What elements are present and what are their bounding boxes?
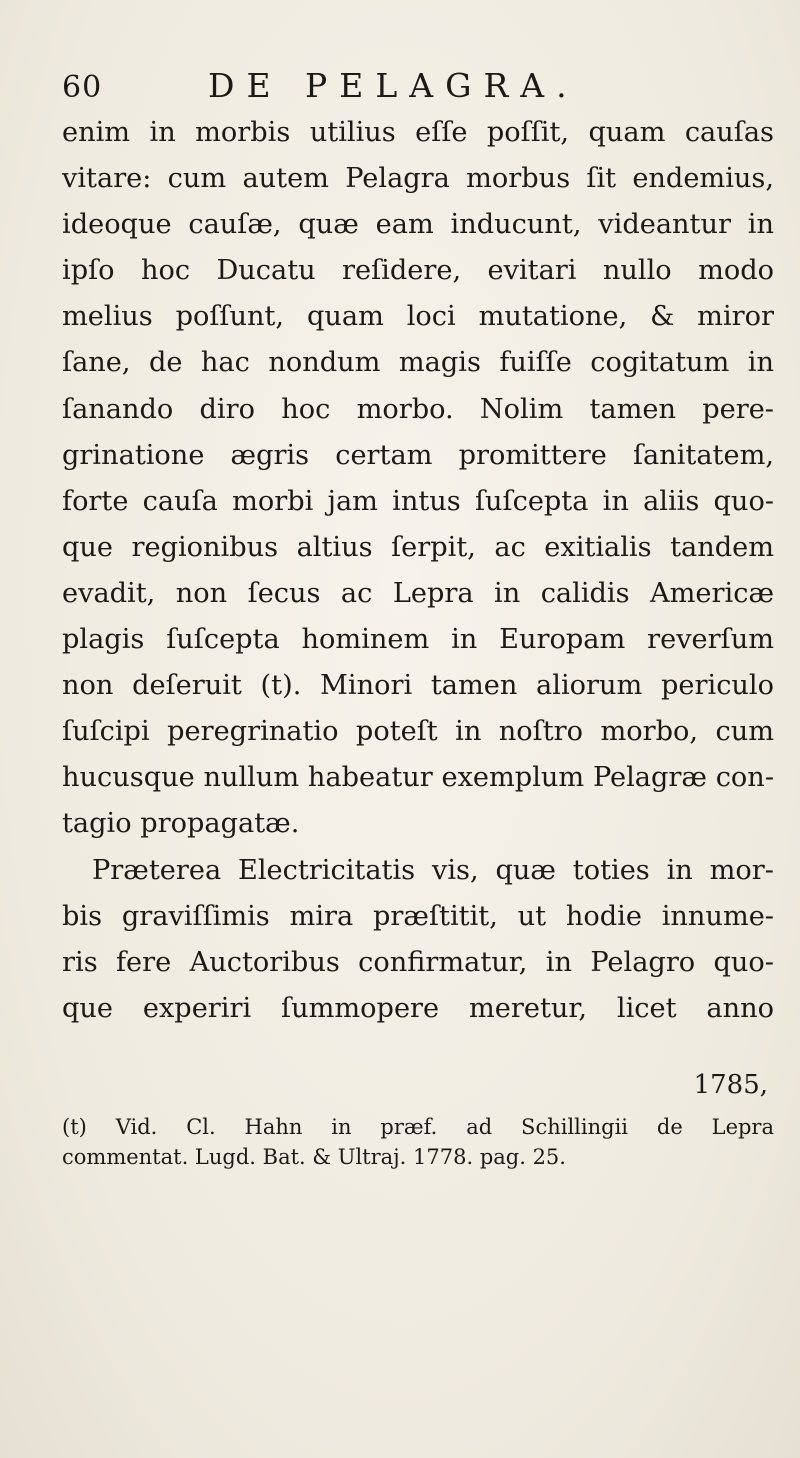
main-text [62, 110, 774, 1032]
footnote-line: (t) Vid. Cl. Hahn in præf. ad Schillingii de Lepra [62, 1115, 774, 1139]
text-line: plagis ſuſcepta hominem in Europam reverſum [62, 624, 774, 656]
text-line: ſuſcipi peregrinatio poteſt in noſtro morbo, cum [62, 716, 774, 748]
page-number: 60 [62, 70, 103, 105]
text-line: que regionibus altius ſerpit, ac exitialis tandem [62, 531, 774, 563]
text-line: ris fere Auctoribus confirmatur, in Pelagro quo- [62, 946, 774, 978]
text-line: ſanando diro hoc morbo. Nolim tamen pere- [62, 393, 774, 425]
text-line: ſane, de hac nondum magis fuiſſe cogitatum in [62, 347, 774, 379]
footnote [62, 1112, 774, 1172]
text-line: bis graviſſimis mira præſtitit, ut hodie innume- [62, 900, 774, 932]
text-line: que experiri ſummopere meretur, licet anno [62, 992, 774, 1024]
text-line: ipſo hoc Ducatu reſidere, evitari nullo modo [62, 255, 774, 287]
text-line: Præterea Electricitatis vis, quæ toties in mor- [92, 854, 774, 886]
running-title: DE PELAGRA. [208, 66, 579, 105]
footnote-line: commentat. Lugd. Bat. & Ultraj. 1778. pag. 25. [62, 1145, 566, 1169]
text-line: grinatione ægris certam promittere ſanitatem, [62, 439, 774, 471]
page-header [0, 60, 800, 110]
text-line: melius poſſunt, quam loci mutatione, & miror [62, 301, 774, 333]
text-line: forte cauſa morbi jam intus ſuſcepta in aliis quo- [62, 485, 774, 517]
catchword: 1785, [693, 1070, 768, 1100]
text-line: ideoque cauſæ, quæ eam inducunt, videantur in [62, 209, 774, 241]
text-line: enim in morbis utilius eſſe poſſit, quam cauſas [62, 117, 774, 148]
text-line: vitare: cum autem Pelagra morbus ſit endemius, [62, 163, 774, 195]
text-line: tagio propagatæ. [62, 808, 300, 840]
text-line: evadit, non ſecus ac Lepra in calidis Americæ [62, 577, 774, 609]
text-line: non deſeruit (t). Minori tamen aliorum periculo [62, 670, 774, 702]
text-line: hucusque nullum habeatur exemplum Pelagræ con- [62, 762, 774, 794]
